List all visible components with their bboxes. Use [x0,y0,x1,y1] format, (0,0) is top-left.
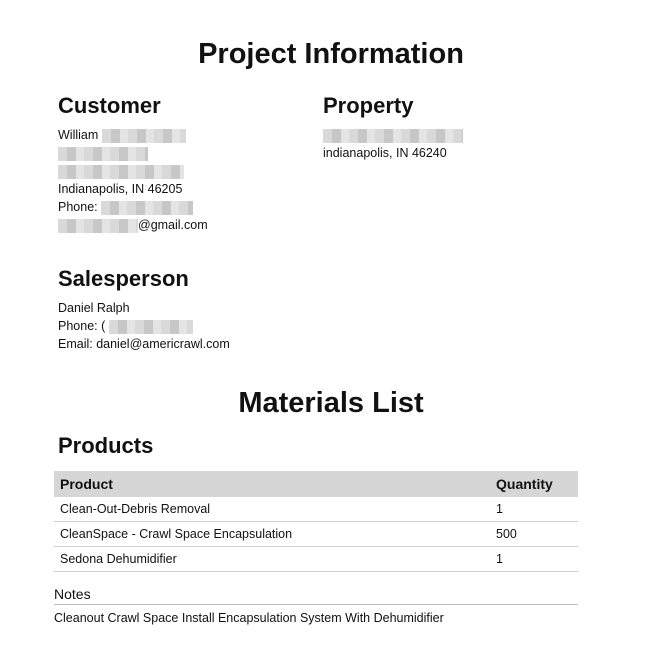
table-row [54,497,578,522]
salesperson-name: Daniel Ralph [58,301,130,315]
products-heading: Products [58,433,154,458]
product-cell: Clean-Out-Debris Removal [54,497,490,522]
table-row [54,547,578,572]
customer-city-line: Indianapolis, IN 46205 [58,182,183,196]
redacted-phone [101,201,193,215]
materials-title: Materials List [238,387,424,419]
notes-text: Cleanout Crawl Space Install Encapsulation System With Dehumidifier [54,611,444,625]
product-cell: CleanSpace - Crawl Space Encapsulation [54,522,490,547]
customer-block [58,126,208,234]
products-table [54,471,578,572]
salesperson-email: Email: daniel@americrawl.com [58,337,230,351]
property-street [323,126,463,144]
customer-email [58,216,208,234]
customer-heading: Customer [58,93,161,118]
customer-name [58,126,208,144]
products-header-row [54,471,578,497]
customer-phone [58,198,208,216]
property-block [323,126,463,162]
property-heading: Property [323,93,414,118]
salesperson-phone-label: Phone: ( [58,319,106,333]
salesperson-heading: Salesperson [58,266,189,291]
redacted-email-user [58,219,138,233]
customer-email-domain: @gmail.com [138,218,208,232]
quantity-cell: 1 [490,547,578,572]
notes-label: Notes [54,586,91,602]
redacted-last-name [102,129,186,143]
customer-first-name: William [58,128,99,142]
column-header-product: Product [54,471,490,497]
customer-address-line-1 [58,144,208,162]
salesperson-block [58,299,230,353]
product-cell: Sedona Dehumidifier [54,547,490,572]
page-title: Project Information [198,38,464,70]
redacted-address-2 [58,165,184,179]
quantity-cell: 1 [490,497,578,522]
redacted-street [58,147,148,161]
property-city-line: indianapolis, IN 46240 [323,146,447,160]
quantity-cell: 500 [490,522,578,547]
customer-phone-label: Phone: [58,200,98,214]
redacted-property-street [323,129,463,143]
table-row [54,522,578,547]
salesperson-phone [58,317,230,335]
customer-address-line-2 [58,162,208,180]
notes-divider [54,604,578,605]
column-header-quantity: Quantity [490,471,578,497]
redacted-salesperson-phone [109,320,193,334]
